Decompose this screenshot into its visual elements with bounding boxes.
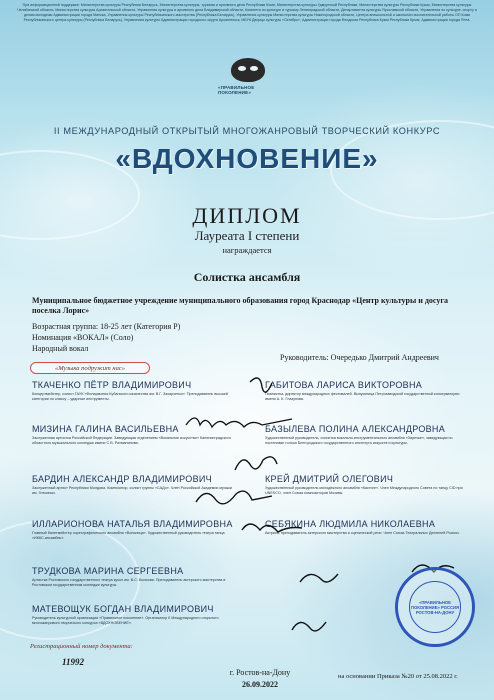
jury-description: Заслуженный артист Республики Молдова. Композитор, солист группы «САДо». Член Российской Академии музыки им. Гнесиных.: [32, 486, 232, 495]
jury-name: ТРУДКОВА МАРИНА СЕРГЕЕВНА: [32, 566, 184, 576]
jury-description: Заслуженная артистка Российской Федерации. Заведующая отделением «Вокальное искусство» Калининградского областного музыкального колледжа имени С.В. Рахманинова.: [32, 436, 231, 445]
recipient-name: Солистка ансамбля: [193, 270, 301, 284]
jury-name: БАРДИН АЛЕКСАНДР ВЛАДИМИРОВИЧ: [32, 474, 212, 484]
logo-text: «ПРАВИЛЬНОЕ ПОКОЛЕНИЕ»: [218, 85, 255, 95]
jury-name: ИЛЛАРИОНОВА НАТАЛЬЯ ВЛАДИМИРОВНА: [32, 519, 233, 529]
signature: [196, 491, 272, 504]
issue-city: г. Ростов-на-Дону: [229, 668, 291, 677]
diploma-title: ДИПЛОМ: [192, 203, 302, 228]
issue-date: 26.09.2022: [242, 680, 278, 689]
nomination: Номинация «ВОКАЛ» (Соло): [32, 333, 134, 342]
jury-description: Пианистка, директор международных фестивалей. Выпускница Петрозаводской государственной консерватории имени А. К. Глазунова.: [265, 392, 460, 401]
leader-name: Руководитель: Очередько Дмитрий Андреевич: [280, 353, 439, 362]
signature: [292, 622, 326, 631]
signature: [235, 457, 277, 470]
signature: [242, 524, 302, 532]
sponsor-credits: При информационной поддержке: Министерства культуры Республики Беларусь, Министерства культуры, туризма и архивного дела Республики Коми, Министерства культуры Удмуртской Республики, Министерства культуры Республики Крым, Министерства культуры Челябинской области, Министерства культуры Архангельской области, Управления культуры и архивного дела Владимирской области, Комитета по культуре и туризму Ленинградской области, Департамента культуры Ярославской области, Управления по культуре, спорту и делам молодежи Администрации города Минска, Управления культуры Республиканского мастерства (Республика Беларусь), Управления культуры Министерства культуры Нижегородской области, Центра внешкольной и школьного воспитательной работы ОП Коми Республиканского центра культуры (Республика Беларусь), Управления культуры Администрации городского округа Архангельск, МБУК Дворцы культуры «Октябрь», Администрации города Феодосия Республика Крым Республики Крым, Администрации города Ялта.: [17, 3, 477, 22]
signature: [186, 418, 292, 427]
awarded-label: награждается: [222, 245, 272, 255]
jury-description: Артистка Ростовского государственного театра кукол им. В.С. Былкова. Преподаватель актерского мастерства в Ростовском государственном колледже культуры.: [32, 578, 226, 587]
order-reference: на основании Приказа №20 от 25.08.2022 г.: [338, 673, 458, 680]
jury-name: МАТЕВОЩУК БОГДАН ВЛАДИМИРОВИЧ: [32, 604, 214, 614]
seal-inner-ring: [409, 581, 461, 633]
organization-name: Муниципальное бюджетное учреждение муниципального образования город Краснодар «Центр культуры и досуга поселка Лорис»: [32, 296, 448, 315]
jury-description: Главный балетмейстер хореографического ансамбля «Вольница». Художественный руководитель театра танца «ИККС-ансамбль».: [32, 531, 225, 540]
performance-title: «Музыка подружит нас»: [30, 362, 150, 374]
registration-label: Регистрационный номер документа:: [30, 643, 133, 650]
jury-description: Художественный руководитель молодёжного ансамбля «Кастинг». Член Международного Совета по танцу CID при UNESCO, член Союза композиторов Москвы.: [265, 486, 463, 495]
jury-name: ТКАЧЕНКО ПЁТР ВЛАДИМИРОВИЧ: [32, 380, 192, 390]
official-seal: [395, 567, 475, 647]
jury-name: БАЗЫЛЕВА ПОЛИНА АЛЕКСАНДРОВНА: [265, 424, 446, 434]
jury-name: КРЕЙ ДМИТРИЙ ОЛЕГОВИЧ: [265, 474, 394, 484]
seal-text: «ПРАВИЛЬНОЕ ПОКОЛЕНИЕ» РОССИЯ РОСТОВ-НА-ДОНУ: [410, 599, 460, 615]
jury-name: МИЗИНА ГАЛИНА ВАСИЛЬЕВНА: [32, 424, 179, 434]
signature: [300, 574, 338, 582]
contest-subtitle: II МЕЖДУНАРОДНЫЙ ОТКРЫТЫЙ МНОГОЖАНРОВЫЙ ТВОРЧЕСКИЙ КОНКУРС: [53, 126, 441, 136]
jury-description: Руководитель культурной организации «Правильное поколение». Организатор II Международного открытого многожанрового творческого конкурса «ВДОХНОВЕНИЕ».: [32, 616, 219, 625]
jury-description: Художественный руководитель, солистка вокально-инструментального ансамбля «Заречье», заведующая по постановке голоса Белгородского государственного института искусств и культуры.: [265, 436, 453, 445]
jury-description: Концертмейстер, солист ГАУК «Филармония Кубанского казачества им. В.Г. Захарченко». Преподаватель высшей категории по классу – ударные инструменты.: [32, 392, 228, 401]
age-group: Возрастная группа: 18-25 лет (Категория Р): [32, 322, 181, 331]
registration-number: 11992: [62, 657, 85, 667]
contest-title: «ВДОХНОВЕНИЕ»: [115, 143, 379, 174]
genre: Народный вокал: [32, 344, 89, 353]
jury-description: Актриса, преподаватель актерского мастерства и сценической речи. Член Союза Театральных Деятелей России.: [265, 531, 460, 535]
signature: [250, 378, 272, 392]
laureate-degree: Лауреата I степени: [194, 228, 300, 243]
jury-name: СЕБЯКИНА ЛЮДМИЛА НИКОЛАЕВНА: [265, 519, 436, 529]
jury-name: ГАБИТОВА ЛАРИСА ВИКТОРОВНА: [265, 380, 423, 390]
